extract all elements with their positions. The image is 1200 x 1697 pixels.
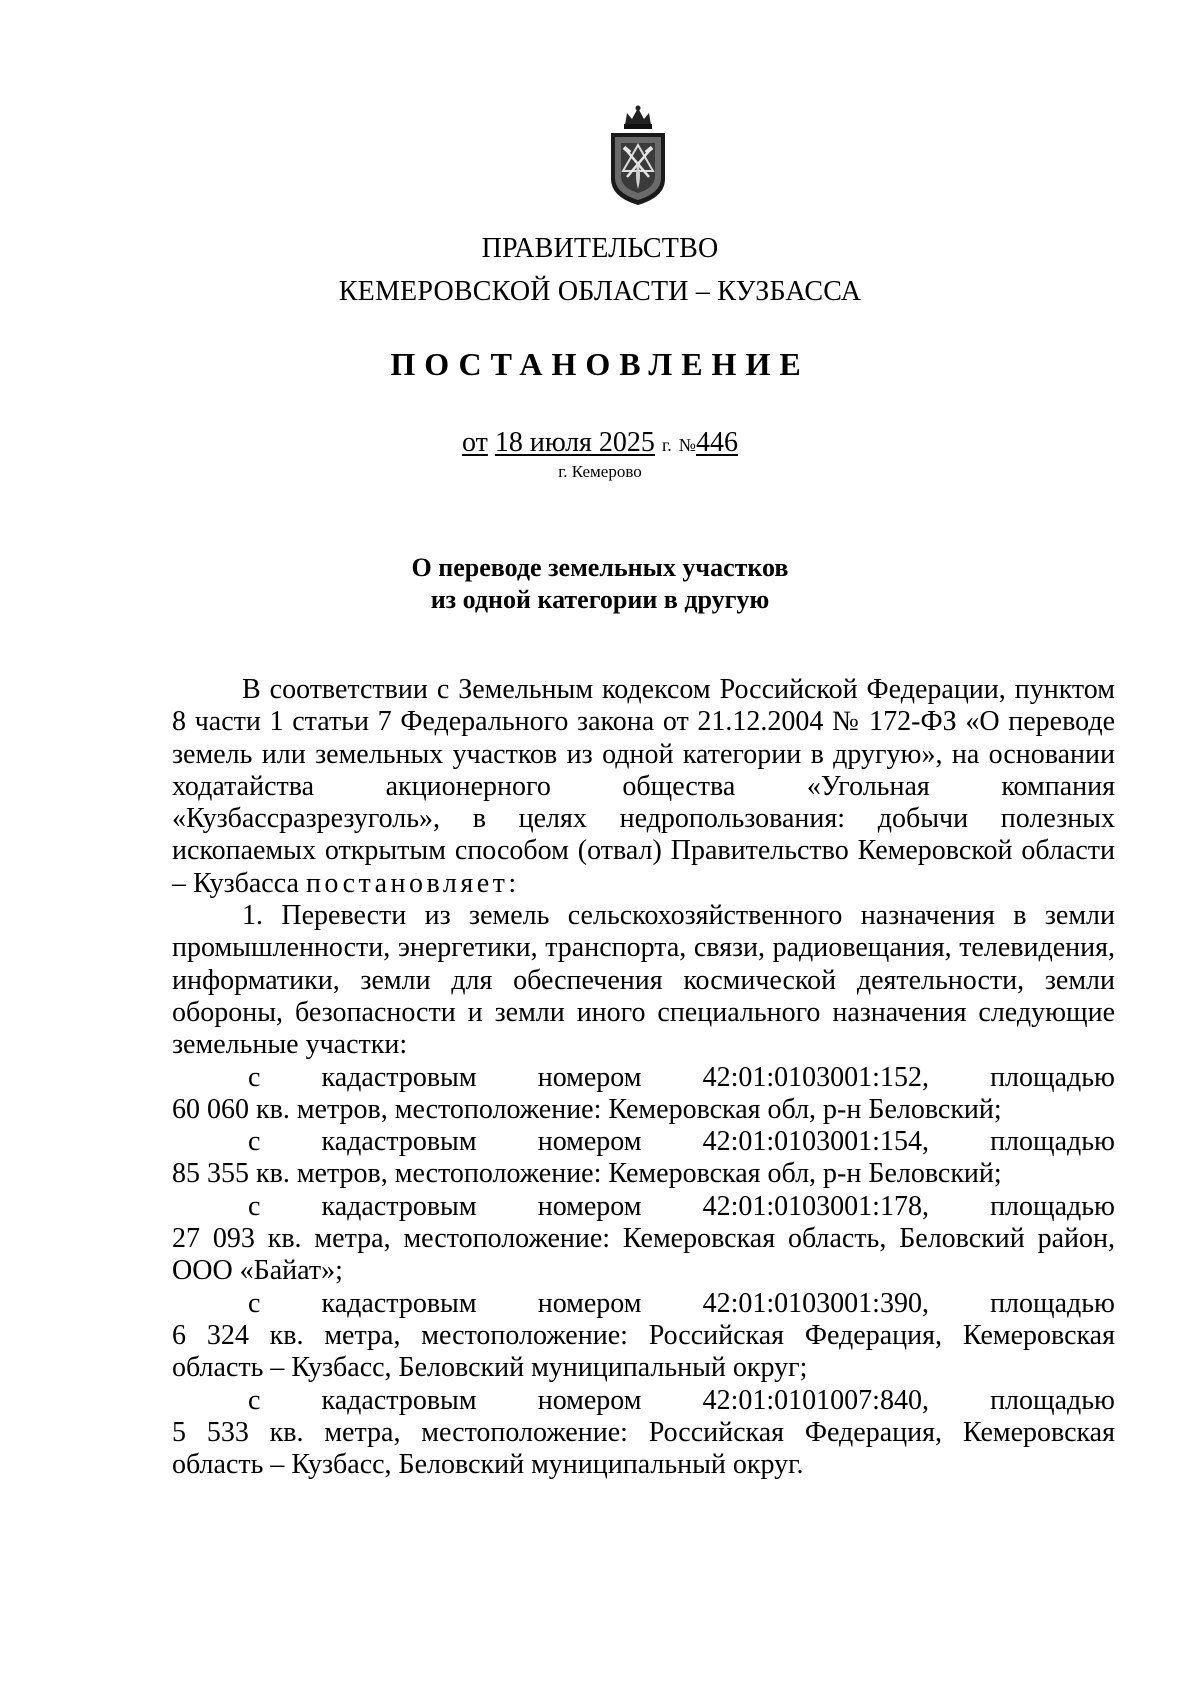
date-prefix: от: [462, 427, 488, 458]
year-suffix: г.: [661, 435, 672, 455]
cadastral-number: 42:01:0103001:390,: [702, 1287, 929, 1319]
land-plot-entry: с кадастровым номером 42:01:0103001:178, площадью 27 093 кв. метра, местоположение: Кемеровская область, Беловский район, ООО «Байат»;: [172, 1190, 1115, 1287]
city-label: г. Кемерово: [558, 462, 642, 481]
cadastral-number: 42:01:0101007:840,: [702, 1384, 929, 1416]
document-number: 446: [695, 427, 738, 458]
document-date: 18 июля 2025: [494, 427, 655, 458]
item1-paragraph: 1. Перевести из земель сельскохозяйственного назначения в земли промышленности, энергетики, транспорта, связи, радиовещания, телевидения, информатики, земли для обеспечения космической деятельности, земли обороны, безопасности и земли иного специального назначения следующие земельные участки:: [172, 900, 1115, 1061]
land-plot-entry: с кадастровым номером 42:01:0103001:390, площадью 6 324 кв. метра, местоположение: Российская Федерация, Кемеровская область – Кузбасс, Беловский муниципальный округ;: [172, 1287, 1115, 1384]
land-plot-entry: с кадастровым номером 42:01:0101007:840, площадью 5 533 кв. метра, местоположение: Российская Федерация, Кемеровская область – Кузбасс, Беловский муниципальный округ.: [172, 1384, 1115, 1481]
document-type-title: ПОСТАНОВЛЕНИЕ: [390, 346, 810, 382]
land-plot-entry: с кадастровым номером 42:01:0103001:154, площадью 85 355 кв. метров, местоположение: Кемеровская обл, р-н Беловский;: [172, 1126, 1115, 1190]
plot-description: 5 533 кв. метра, местоположение: Российская Федерация, Кемеровская область – Кузбасс, Беловский муниципальный округ.: [172, 1416, 1115, 1481]
land-plot-entry: с кадастровым номером 42:01:0103001:152, площадью 60 060 кв. метров, местоположение: Кемеровская обл, р-н Беловский;: [172, 1061, 1115, 1125]
preamble-text: В соответствии с Земельным кодексом Российской Федерации, пунктом 8 части 1 статьи 7 Федерального закона от 21.12.2004 № 172-ФЗ «О переводе земель или земельных участков из одной категории в другую», на основании ходатайства акционерного общества «Угольная компания «Кузбассразрезуголь», в целях недропользования: добычи полезных ископаемых открытым способом (отвал) Правительство Кемеровской области – Кузбасса: [172, 674, 1115, 899]
subject-line2: из одной категории в другую: [430, 585, 770, 614]
plot-description: 6 324 кв. метра, местоположение: Российская Федерация, Кемеровская область – Кузбасс, Беловский муниципальный округ;: [172, 1319, 1115, 1384]
document-subject: [0, 552, 1200, 616]
preamble-paragraph: [172, 674, 1115, 900]
coat-of-arms-icon: [601, 105, 675, 207]
plot-description: 85 355 кв. метров, местоположение: Кемеровская обл, р-н Беловский;: [172, 1158, 1002, 1190]
government-title-line2: КЕМЕРОВСКОЙ ОБЛАСТИ – КУЗБАССА: [338, 276, 862, 307]
government-title-line1: ПРАВИТЕЛЬСТВО: [481, 233, 719, 264]
subject-line1: О переводе земельных участков: [411, 553, 789, 582]
cadastral-number: 42:01:0103001:178,: [702, 1190, 929, 1222]
plot-description: 27 093 кв. метра, местоположение: Кемеровская область, Беловский район, ООО «Байат»;: [172, 1223, 1115, 1287]
plot-description: 60 060 кв. метров, местоположение: Кемеровская обл, р-н Беловский;: [172, 1093, 1002, 1125]
resolves-word: постановляет:: [305, 867, 520, 899]
cadastral-number: 42:01:0103001:154,: [702, 1126, 929, 1158]
document-body: [172, 674, 1115, 1481]
date-number-line: [0, 427, 1200, 459]
cadastral-number: 42:01:0103001:152,: [702, 1061, 929, 1093]
number-sign: №: [678, 435, 696, 455]
